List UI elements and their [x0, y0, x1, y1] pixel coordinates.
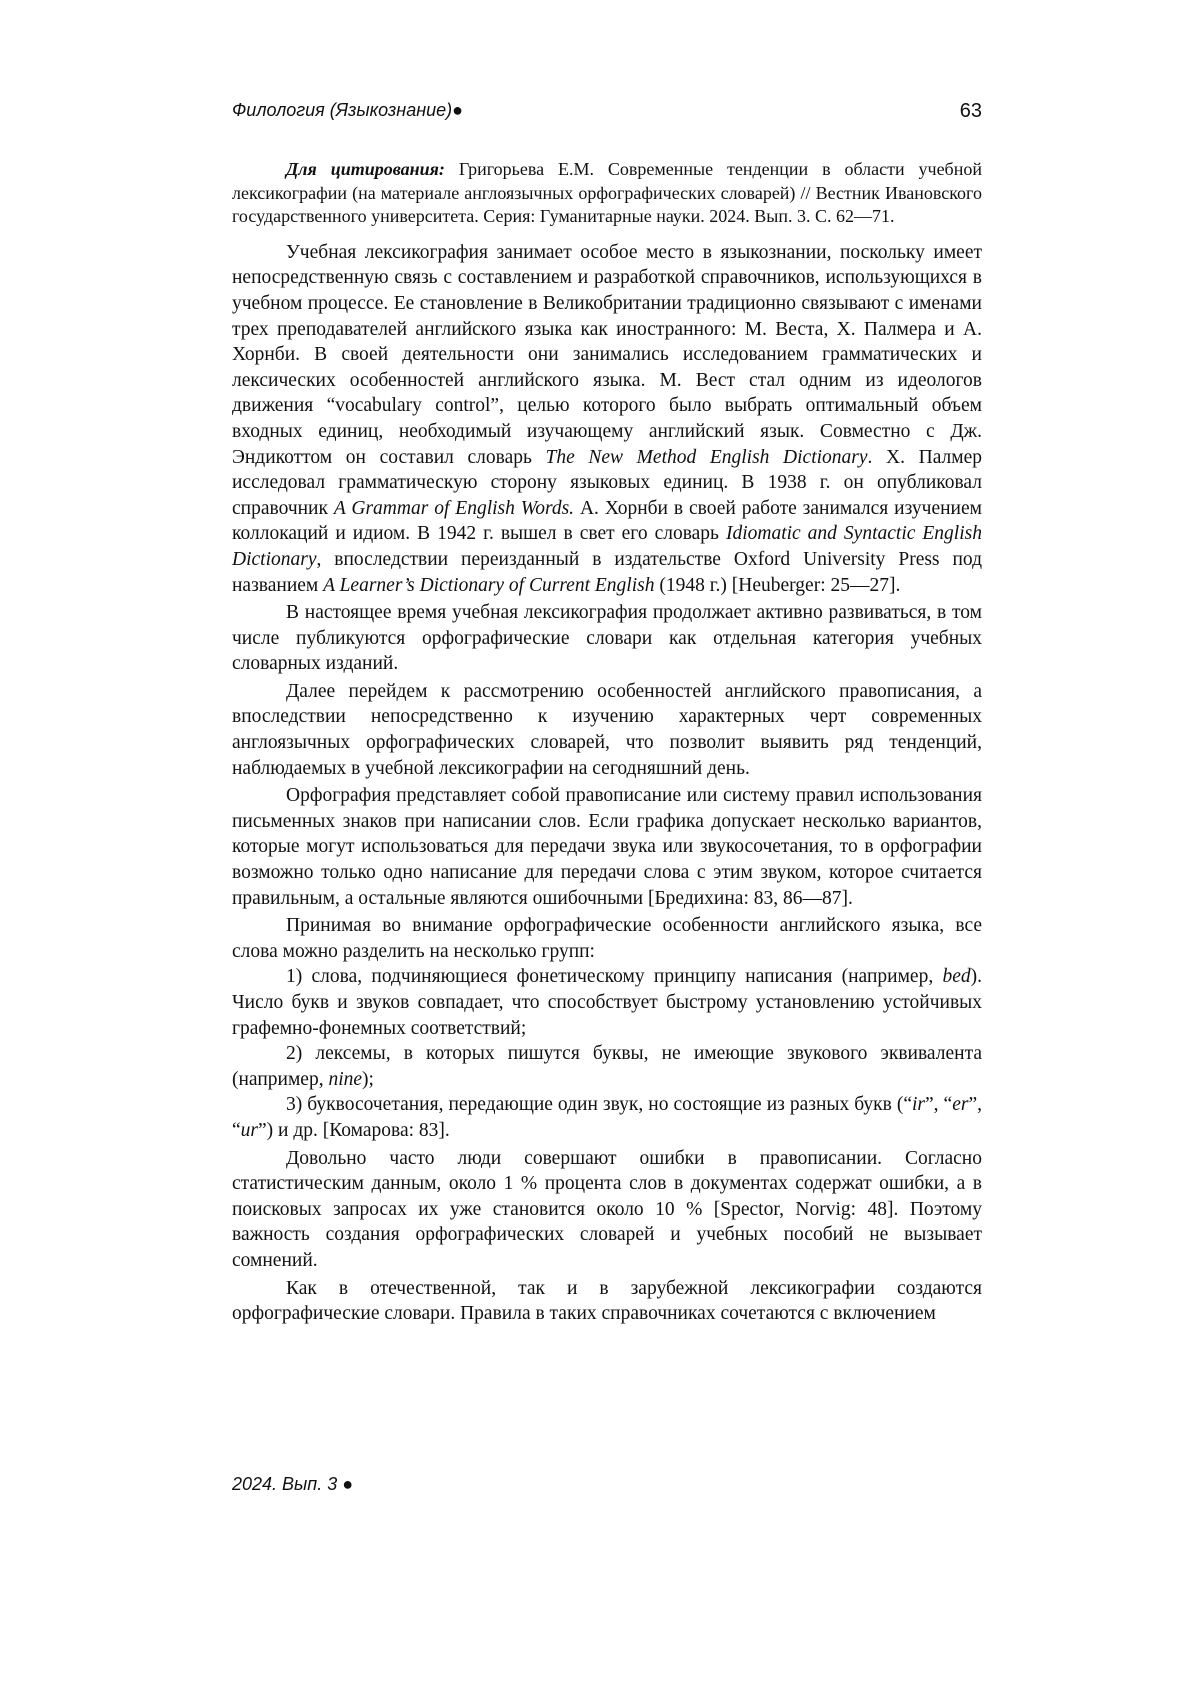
paragraph-1-text-a: Учебная лексикография занимает особое место в языкознании, поскольку имеет непосредственную связь с составлением и разработкой справочников, использующихся в учебном процессе. Ее становление в Великобритании традиционно связывают с именами трех преподавателей английского языка как иностранного: М. Веста, Х. Палмера и А. Хорнби. В своей деятельности они занимались исследованием грамматических и лексических особенностей английского языка. М. Вест стал одним из идеологов движения “vocabulary control”, целью которого было выбрать оптимальный объем входных единиц, необходимый изучающему английский язык. Совместно с Дж. Эндикоттом он составил словарь [232, 242, 982, 468]
issue-label: 2024. Вып. 3 ● [232, 1474, 353, 1494]
paragraph-1-text-c: . Х. Палмер исследовал грамматическую сторону языковых единиц. В 1938 г. он опубликовал справочник [232, 447, 982, 519]
list-item-3-text-c: ”, “ [925, 1094, 952, 1115]
list-item-2-text-a: 2) лексемы, в которых пишутся буквы, не имеющие звукового эквивалента (например, [232, 1043, 982, 1090]
list-item-3-text-a: 3) буквосочетания, передающие один звук, но состоящие из разных букв (“ [286, 1094, 912, 1115]
running-title: Филология (Языкознание)● [232, 100, 463, 120]
example-ur: ur [241, 1120, 258, 1141]
paragraph-5: Принимая во внимание орфографические особенности английского языка, все слова можно разделить на несколько групп: [232, 913, 982, 964]
list-item-3 [232, 1092, 982, 1143]
citation-label: Для цитирования: [286, 159, 445, 179]
paragraph-10: Как в отечественной, так и в зарубежной лексикографии создаются орфографические словари. Правила в таких справочниках сочетаются с включением [232, 1276, 982, 1327]
paragraph-1-text-g: , впоследствии переизданный в издательстве Oxford University Press под названием [232, 549, 982, 596]
book-title-grammar: A Grammar of English Words. [334, 498, 574, 519]
book-title-learners: A Learner’s Dictionary of Current English [323, 575, 654, 596]
list-item-3-text-g: ”) и др. [Комарова: 83]. [258, 1120, 450, 1141]
citation-text: Григорьева Е.М. Современные тенденции в области учебной лексикографии (на материале англоязычных орфографических словарей) // Вестник Ивановского государственного университета. Серия: Гуманитарные науки. 2024. Вып. 3. С. 62—71. [232, 159, 982, 226]
paragraph-4: Орфография представляет собой правописание или систему правил использования письменных знаков при написании слов. Если графика допускает несколько вариантов, которые могут использоваться для передачи звука или звукосочетания, то в орфографии возможно только одно написание для передачи слова с этим звуком, которое считается правильным, а остальные являются ошибочными [Бредихина: 83, 86—87]. [232, 783, 982, 911]
example-word-nine: nine [328, 1069, 362, 1090]
list-item-1-text-c: ). Число букв и звуков совпадает, что способствует быстрому установлению устойчивых графемно-фонемных соответствий; [232, 966, 982, 1038]
page-header [232, 100, 982, 121]
page-footer [232, 1474, 982, 1495]
paragraph-1-text-e: А. Хорнби в своей работе занимался изучением коллокаций и идиом. В 1942 г. вышел в свет его словарь [232, 498, 982, 545]
list-item-3-text-e: ”, “ [232, 1094, 982, 1141]
example-word-bed: bed [942, 966, 970, 987]
paragraph-2: В настоящее время учебная лексикография продолжает активно развиваться, в том числе публикуются орфографические словари как отдельная категория учебных словарных изданий. [232, 600, 982, 677]
list-item-2 [232, 1041, 982, 1092]
paragraph-1-text-j: (1948 г.) [Heuberger: 25—27]. [654, 575, 900, 596]
list-item-2-text-c: ); [362, 1069, 374, 1090]
book-title-idiomatic: Idiomatic and Syntactic English Dictionary [232, 523, 982, 570]
example-ir: ir [912, 1094, 925, 1115]
page-number: 63 [960, 100, 982, 123]
paragraph-9: Довольно часто люди совершают ошибки в правописании. Согласно статистическим данным, около 1 % процента слов в документах содержат ошибки, а в поисковых запросах их уже становится около 10 % [Spector, Norvig: 48]. Поэтому важность создания орфографических словарей и учебных пособий не вызывает сомнений. [232, 1146, 982, 1274]
list-item-1-text-a: 1) слова, подчиняющиеся фонетическому принципу написания (например, [286, 966, 942, 987]
paragraph-3: Далее перейдем к рассмотрению особенностей английского правописания, а впоследствии непосредственно к изучению характерных черт современных англоязычных орфографических словарей, что позволит выявить ряд тенденций, наблюдаемых в учебной лексикографии на сегодняшний день. [232, 679, 982, 781]
article-body [232, 158, 982, 1327]
list-item-1 [232, 964, 982, 1041]
citation-block [232, 158, 982, 229]
example-er: er [952, 1094, 968, 1115]
book-title-new-method: The New Method English Dictionary [546, 447, 868, 468]
paragraph-1 [232, 240, 982, 598]
